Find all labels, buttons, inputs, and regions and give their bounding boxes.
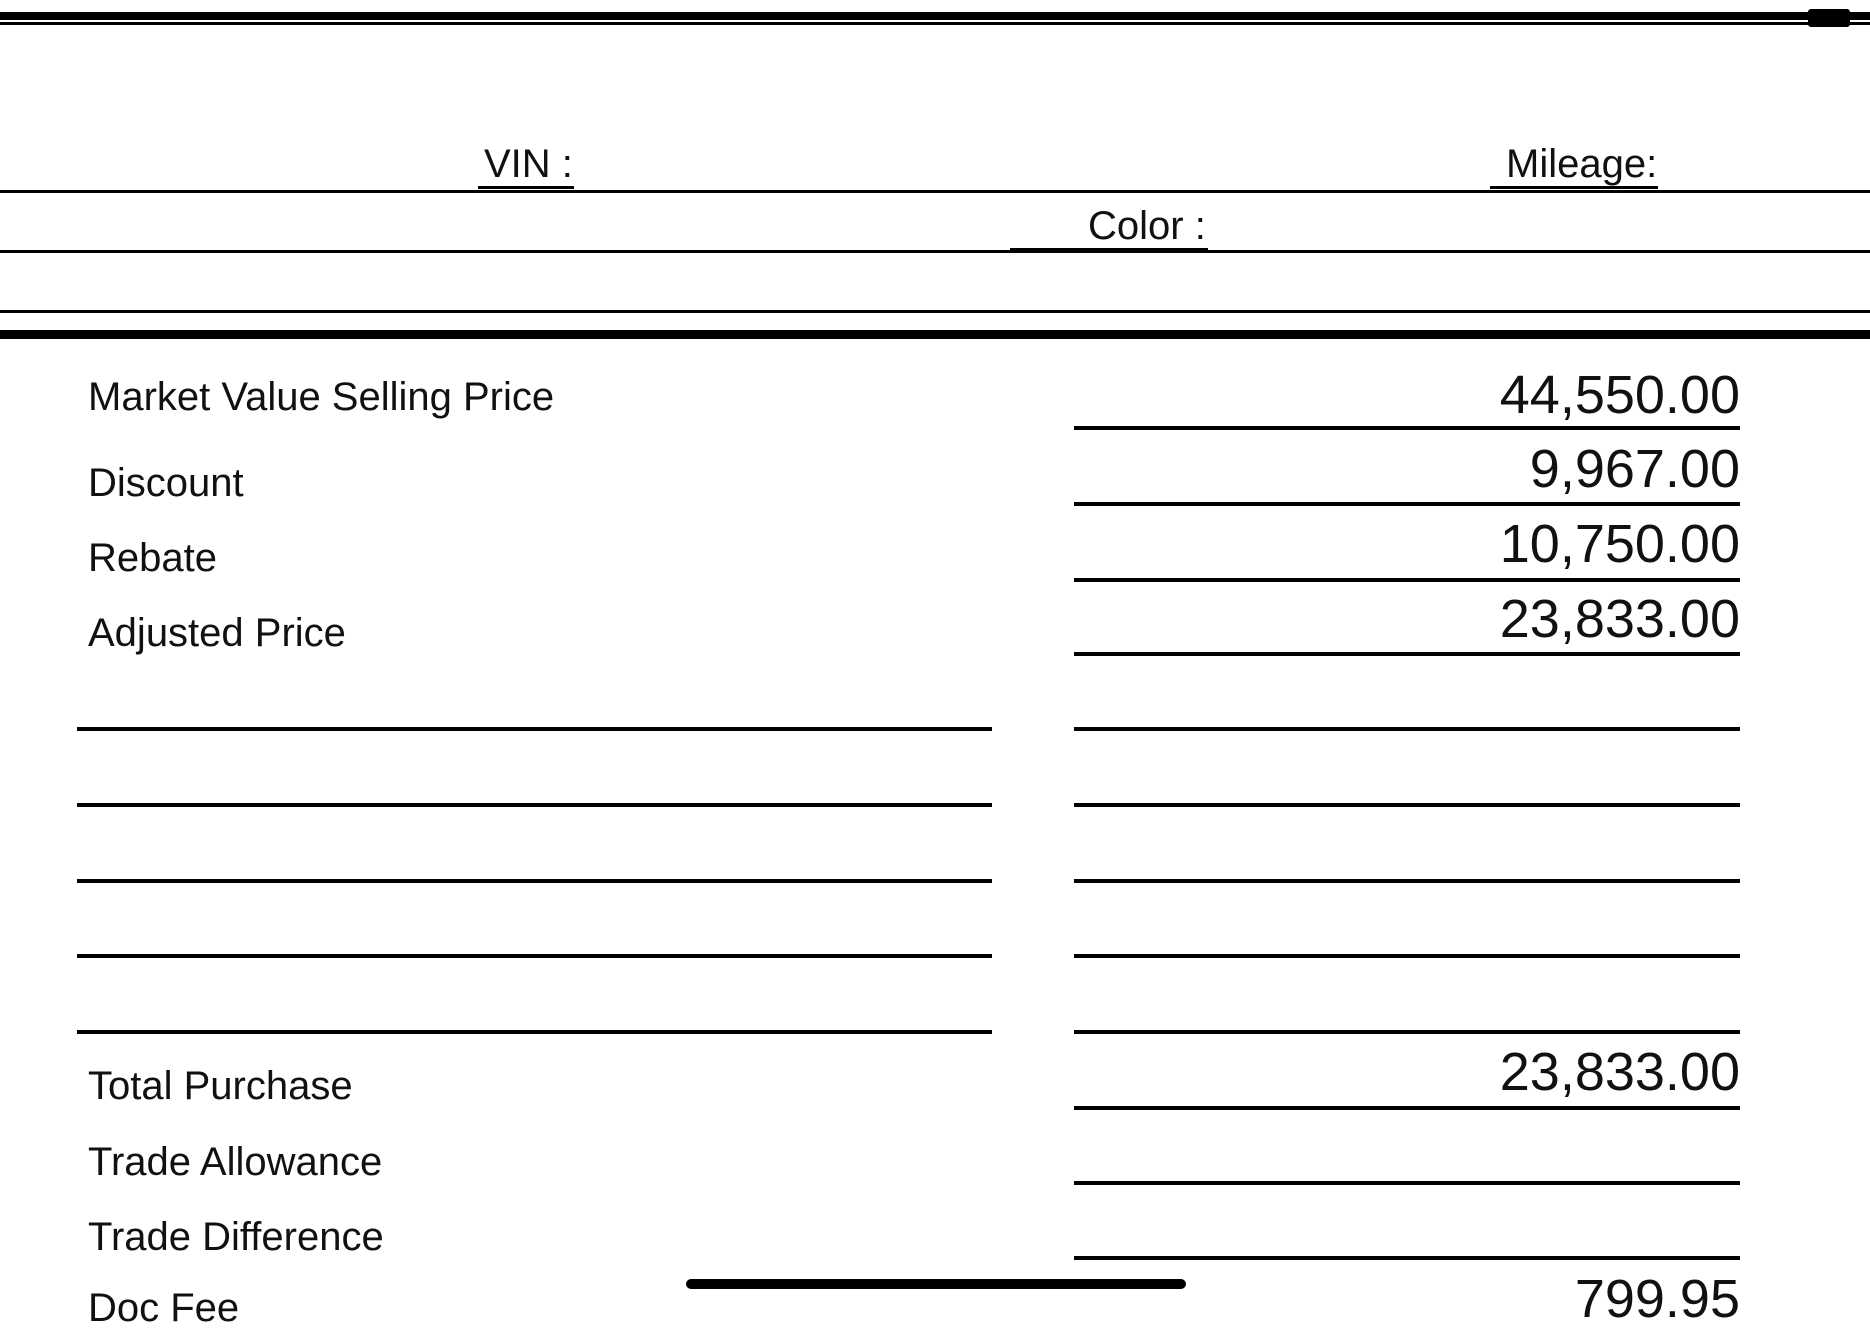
row-label-market-value: Market Value Selling Price bbox=[88, 375, 555, 419]
vin-label-underline bbox=[478, 186, 574, 189]
status-bar bbox=[0, 0, 1870, 28]
mileage-label: Mileage: bbox=[1506, 142, 1658, 186]
status-bar-top-rule bbox=[0, 12, 1870, 20]
row-label-trade-allowance: Trade Allowance bbox=[88, 1140, 383, 1184]
row-line-rebate bbox=[1074, 578, 1740, 582]
row-value-rebate: 10,750.00 bbox=[1499, 514, 1740, 574]
row-value-doc-fee: 799.95 bbox=[1574, 1269, 1740, 1329]
vin-label: VIN : bbox=[484, 142, 573, 186]
row-line-market-value bbox=[1074, 426, 1740, 430]
row-value-market-value: 44,550.00 bbox=[1499, 365, 1740, 425]
blank-line-right-5 bbox=[1074, 1030, 1740, 1034]
row-line-trade-difference bbox=[1074, 1256, 1740, 1260]
mileage-label-underline bbox=[1490, 186, 1658, 189]
blank-line-left-1 bbox=[77, 727, 992, 731]
row-label-adjusted-price: Adjusted Price bbox=[88, 611, 346, 655]
blank-row-rule bbox=[0, 310, 1870, 313]
row-line-total-purchase bbox=[1074, 1106, 1740, 1110]
blank-line-left-2 bbox=[77, 803, 992, 807]
row-label-total-purchase: Total Purchase bbox=[88, 1064, 353, 1108]
color-row-rule bbox=[0, 250, 1870, 253]
blank-line-right-1 bbox=[1074, 727, 1740, 731]
color-label: Color : bbox=[1088, 204, 1206, 248]
battery-icon bbox=[1808, 9, 1850, 27]
row-value-discount: 9,967.00 bbox=[1529, 439, 1740, 499]
home-indicator[interactable] bbox=[686, 1279, 1186, 1289]
vin-row-rule bbox=[0, 190, 1870, 193]
blank-line-right-3 bbox=[1074, 879, 1740, 883]
row-value-adjusted-price: 23,833.00 bbox=[1499, 589, 1740, 649]
blank-line-right-2 bbox=[1074, 803, 1740, 807]
section-divider bbox=[0, 330, 1870, 339]
row-label-trade-difference: Trade Difference bbox=[88, 1215, 384, 1259]
status-bar-bottom-rule bbox=[0, 22, 1870, 25]
row-line-adjusted-price bbox=[1074, 652, 1740, 656]
blank-line-left-3 bbox=[77, 879, 992, 883]
row-value-total-purchase: 23,833.00 bbox=[1499, 1042, 1740, 1102]
blank-line-left-5 bbox=[77, 1030, 992, 1034]
blank-line-right-4 bbox=[1074, 954, 1740, 958]
row-label-rebate: Rebate bbox=[88, 536, 217, 580]
row-line-discount bbox=[1074, 502, 1740, 506]
row-label-doc-fee: Doc Fee bbox=[88, 1286, 240, 1330]
row-line-trade-allowance bbox=[1074, 1181, 1740, 1185]
blank-line-left-4 bbox=[77, 954, 992, 958]
row-label-discount: Discount bbox=[88, 461, 244, 505]
